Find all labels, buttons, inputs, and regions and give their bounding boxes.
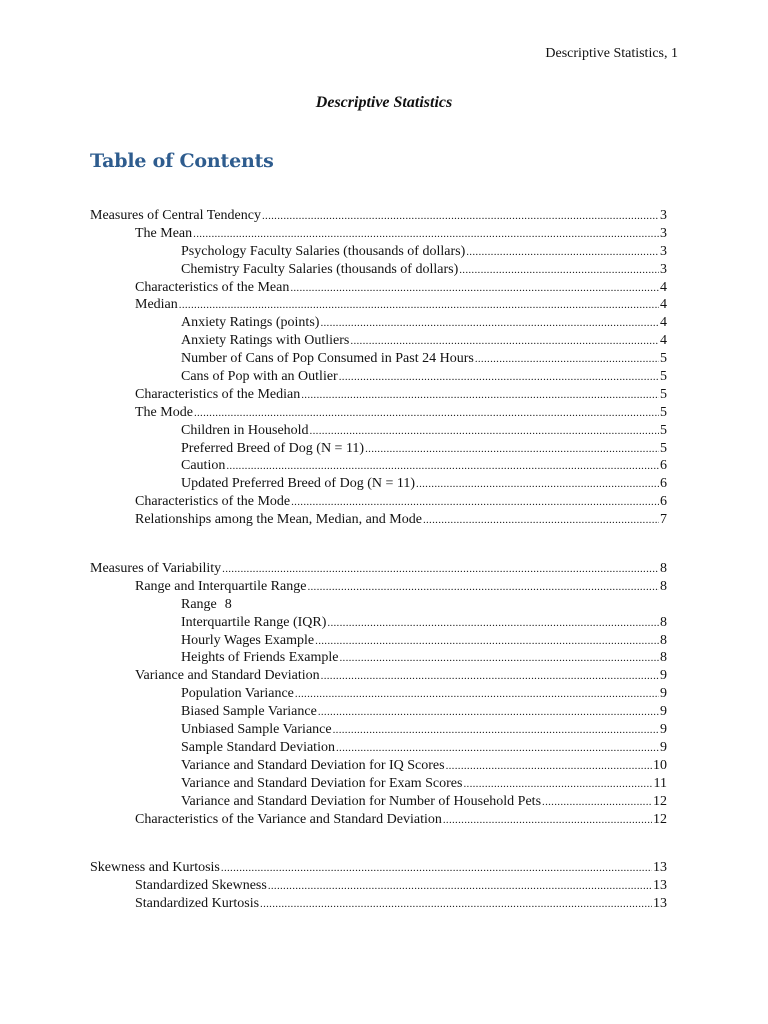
toc-entry-title: Psychology Faculty Salaries (thousands of dollars) (181, 243, 466, 259)
dot-leader (179, 297, 659, 315)
toc-entry-page: 5 (660, 351, 667, 367)
dot-leader (268, 878, 652, 896)
toc-entry-title: Standardized Kurtosis (135, 896, 260, 912)
toc-entry[interactable] (90, 296, 667, 314)
toc-entry-page: 4 (660, 333, 667, 349)
dot-leader (542, 794, 652, 812)
toc-entry-title: Measures of Central Tendency (90, 208, 261, 223)
toc-entry[interactable] (90, 261, 667, 279)
toc-entry[interactable] (90, 775, 667, 793)
toc-entry-page: 9 (660, 686, 667, 702)
dot-leader (291, 494, 659, 512)
dot-leader (222, 561, 659, 579)
dot-leader (315, 633, 659, 651)
toc-entry[interactable] (90, 243, 667, 261)
toc-entry-title: Updated Preferred Breed of Dog (N = 11) (181, 476, 416, 492)
toc-entry[interactable] (90, 422, 667, 440)
dot-leader (339, 650, 659, 668)
toc-entry[interactable] (90, 493, 667, 511)
toc-entry-title: Biased Sample Variance (181, 704, 317, 720)
toc-entry-page: 5 (660, 422, 667, 438)
toc-entry[interactable] (90, 475, 667, 493)
toc-entry-page: 10 (653, 757, 667, 773)
toc-entry[interactable] (90, 649, 667, 667)
toc-entry-title: Caution (181, 458, 226, 474)
toc-entry[interactable] (90, 314, 667, 332)
toc-entry-title: Heights of Friends Example (181, 650, 339, 666)
toc-entry-page: 8 (660, 578, 667, 594)
toc-entry[interactable] (90, 632, 667, 650)
dot-leader (301, 387, 659, 405)
toc-entry[interactable] (90, 614, 667, 632)
dot-leader (295, 686, 659, 704)
toc-heading: Table of Contents (90, 150, 274, 172)
dot-leader (321, 668, 659, 686)
toc-entry-title: Measures of Variability (90, 561, 222, 577)
toc-entry[interactable] (90, 332, 667, 350)
toc-entry[interactable] (90, 225, 667, 243)
toc-entry[interactable] (90, 368, 667, 386)
toc-entry[interactable] (90, 511, 667, 529)
toc-entry-page: 6 (660, 494, 667, 510)
dot-leader (459, 262, 659, 280)
toc-entry[interactable] (90, 350, 667, 368)
toc-group (90, 560, 667, 828)
toc-entry-title: Cans of Pop with an Outlier (181, 369, 338, 385)
dot-leader (318, 704, 659, 722)
toc-entry[interactable] (90, 440, 667, 458)
toc-entry-page: 9 (660, 704, 667, 720)
toc-entry-page: 4 (660, 315, 667, 331)
toc-entry[interactable] (90, 578, 667, 596)
dot-leader (310, 423, 659, 441)
toc-entry[interactable] (90, 457, 667, 475)
toc-entry-page: 13 (653, 860, 667, 876)
toc-entry-title: Characteristics of the Median (135, 386, 301, 402)
toc-entry[interactable] (90, 721, 667, 739)
toc-entry-title: Variance and Standard Deviation for Exam Scores (181, 775, 463, 791)
toc-entry-page: 6 (660, 476, 667, 492)
toc-entry-page: 12 (653, 811, 667, 827)
toc-entry[interactable] (90, 667, 667, 685)
dot-leader (475, 351, 659, 369)
toc-entry-page: 5 (660, 369, 667, 385)
toc-entry-page: 3 (660, 225, 667, 241)
dot-leader (320, 315, 659, 333)
toc-entry-title: Number of Cans of Pop Consumed in Past 24 Hours (181, 351, 474, 367)
dot-leader (466, 244, 659, 262)
dot-leader (333, 722, 659, 740)
toc-entry-page: 9 (660, 722, 667, 738)
toc-entry[interactable] (90, 386, 667, 404)
toc-entry-page: 8 (224, 596, 232, 612)
toc-group (90, 207, 667, 529)
toc-entry-page: 5 (660, 386, 667, 402)
toc-entry-title: Characteristics of the Mean (135, 279, 290, 295)
toc-entry-page: 8 (660, 614, 667, 630)
toc-entry-title: Unbiased Sample Variance (181, 722, 332, 738)
toc-entry[interactable] (90, 560, 667, 578)
dot-leader (290, 280, 659, 298)
dot-leader (443, 812, 652, 830)
toc-entry-title: Population Variance (181, 686, 294, 702)
toc-entry-title: Variance and Standard Deviation for IQ Scores (181, 757, 445, 773)
toc-entry-page: 12 (653, 793, 667, 809)
toc-entry-title: Hourly Wages Example (181, 632, 315, 648)
dot-leader (194, 405, 659, 423)
toc-entry-title: The Mode (135, 404, 193, 420)
table-of-contents (90, 207, 667, 913)
dot-leader (365, 441, 659, 459)
toc-entry[interactable] (90, 811, 667, 829)
dot-leader (307, 579, 659, 597)
toc-entry-page: 8 (660, 632, 667, 648)
toc-entry[interactable] (90, 859, 667, 877)
toc-entry-title: Interquartile Range (IQR) (181, 614, 327, 630)
toc-entry[interactable] (90, 596, 667, 614)
toc-entry-title: Skewness and Kurtosis (90, 860, 220, 876)
toc-entry-title: Sample Standard Deviation (181, 739, 335, 755)
toc-entry[interactable] (90, 877, 667, 895)
dot-leader (327, 615, 659, 633)
dot-leader (221, 860, 652, 878)
toc-entry-page: 3 (660, 243, 667, 259)
running-head: Descriptive Statistics, 1 (545, 46, 678, 61)
toc-group (90, 859, 667, 913)
dot-leader (463, 776, 652, 794)
toc-entry-page: 5 (660, 440, 667, 456)
dot-leader (226, 458, 659, 476)
toc-entry-title: Variance and Standard Deviation for Number of Household Pets (181, 793, 542, 809)
toc-entry[interactable] (90, 703, 667, 721)
toc-entry-page: 5 (660, 404, 667, 420)
toc-entry-title: Characteristics of the Variance and Standard Deviation (135, 811, 442, 827)
toc-entry-page: 8 (660, 650, 667, 666)
toc-entry[interactable] (90, 757, 667, 775)
toc-entry-page: 13 (653, 896, 667, 912)
toc-entry[interactable] (90, 895, 667, 913)
toc-entry[interactable] (90, 793, 667, 811)
toc-entry-title: Median (135, 297, 178, 313)
dot-leader (350, 333, 659, 351)
toc-entry-title: Anxiety Ratings with Outliers (181, 333, 350, 349)
dot-leader (339, 369, 659, 387)
dot-leader (193, 226, 659, 244)
toc-entry-title: Children in Household (181, 422, 309, 438)
toc-entry[interactable] (90, 685, 667, 703)
toc-entry-page: 4 (660, 279, 667, 295)
toc-entry-page: 13 (653, 878, 667, 894)
toc-entry-title: Range (181, 596, 217, 612)
toc-entry-page: 3 (660, 261, 667, 277)
toc-entry-title: The Mean (135, 225, 193, 241)
toc-entry[interactable] (90, 279, 667, 297)
toc-entry-title: Preferred Breed of Dog (N = 11) (181, 440, 365, 456)
toc-entry-title: Variance and Standard Deviation (135, 668, 320, 684)
dot-leader (262, 208, 659, 226)
toc-entry[interactable] (90, 207, 667, 225)
toc-entry-title: Range and Interquartile Range (135, 578, 307, 594)
dot-leader (336, 740, 659, 758)
toc-entry[interactable] (90, 739, 667, 757)
toc-entry-title: Chemistry Faculty Salaries (thousands of dollars) (181, 261, 459, 277)
toc-entry-title: Characteristics of the Mode (135, 494, 291, 510)
dot-leader (446, 758, 652, 776)
dot-leader (416, 476, 659, 494)
document-title: Descriptive Statistics (315, 94, 453, 111)
toc-entry-page: 4 (660, 297, 667, 313)
toc-entry[interactable] (90, 404, 667, 422)
toc-entry-title: Relationships among the Mean, Median, and Mode (135, 512, 422, 528)
toc-entry-page: 6 (660, 458, 667, 474)
toc-entry-title: Standardized Skewness (135, 878, 267, 894)
dot-leader (423, 512, 659, 530)
toc-entry-page: 9 (660, 668, 667, 684)
toc-entry-page: 8 (660, 561, 667, 577)
toc-entry-page: 9 (660, 739, 667, 755)
dot-leader (260, 896, 652, 914)
toc-entry-title: Anxiety Ratings (points) (181, 315, 320, 331)
toc-entry-page: 3 (660, 208, 667, 223)
toc-entry-page: 11 (653, 775, 667, 791)
toc-entry-page: 7 (660, 512, 667, 528)
